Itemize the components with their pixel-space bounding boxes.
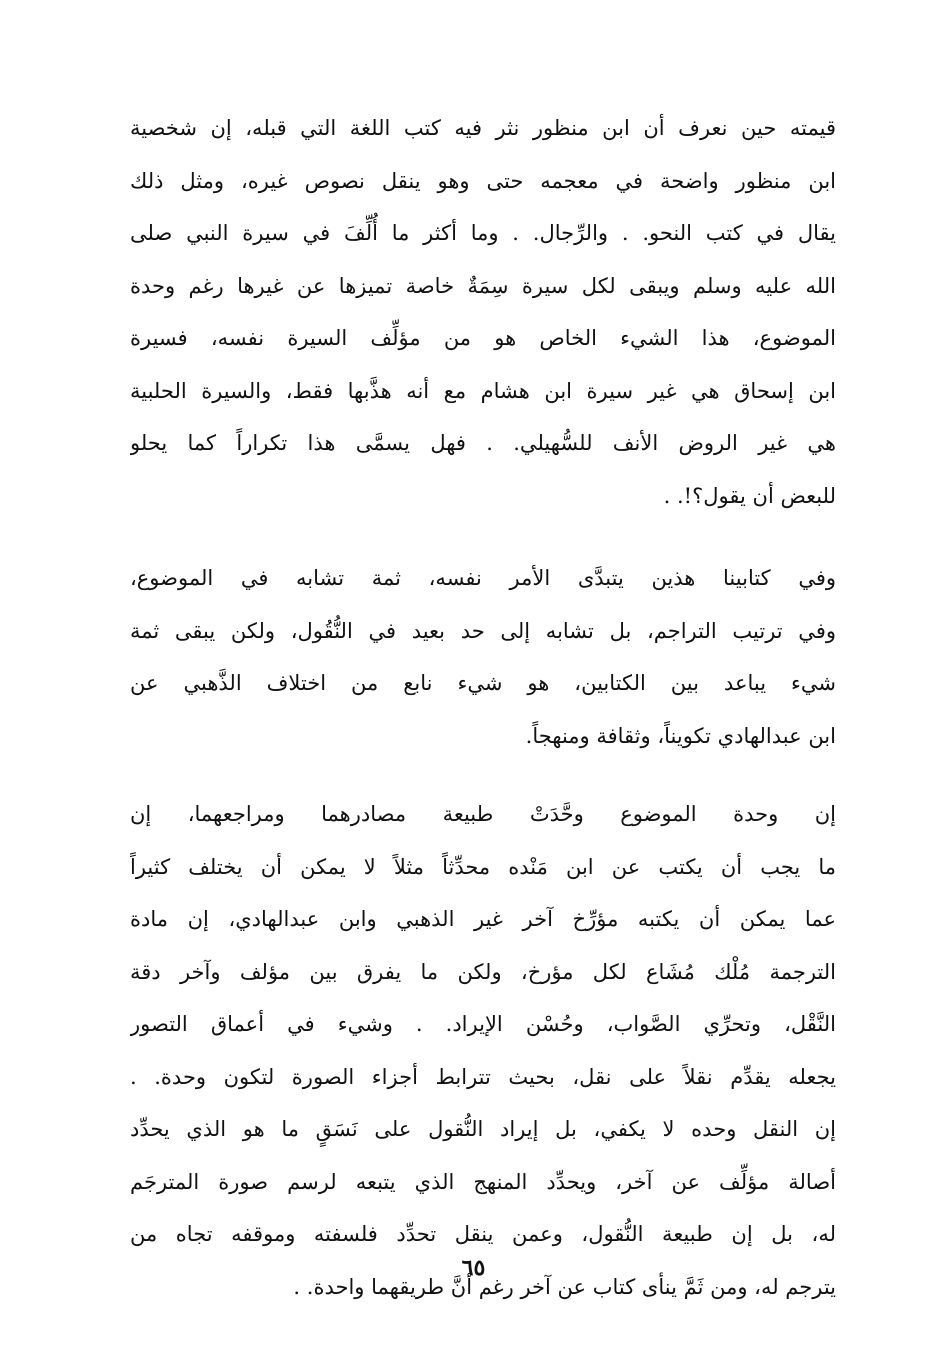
text-line: يترجم له، ومن ثَمَّ ينأى كتاب عن آخر رغم أنَّ طريقهما واحدة. . — [293, 1274, 836, 1299]
body-text — [130, 102, 836, 1313]
text-line: يجعله يقدِّم نقلاً على نقل، بحيث تترابط أجزاء الصورة لتكون وحدة. . — [130, 1064, 836, 1089]
text-line: للبعض أن يقول؟!. . — [663, 483, 836, 508]
paragraph-spacer — [130, 522, 836, 552]
text-line: النَّقْل، وتحرِّي الصَّواب، وحُسْن الإيراد. . وشيء في أعماق التصور — [130, 1012, 836, 1036]
text-line: له، بل إن طبيعة النُّقول، وعمن ينقل تحدِّد فلسفته وموقفه تجاه من — [130, 1222, 836, 1246]
paragraph-3 — [130, 788, 836, 1313]
paragraph-1 — [130, 102, 836, 522]
text-line: إن وحدة الموضوع وحَّدَتْ طبيعة مصادرهما ومراجعهما، إن — [130, 802, 836, 826]
text-line: إن النقل وحده لا يكفي، بل إيراد النُّقول على نَسَقٍ ما هو الذي يحدِّد — [130, 1117, 836, 1141]
text-line: قيمته حين نعرف أن ابن منظور نثر فيه كتب اللغة التي قبله، إن شخصية — [130, 116, 836, 140]
text-line: أصالة مؤلِّف عن آخر، ويحدِّد المنهج الذي يتبعه لرسم صورة المترجَم — [130, 1169, 836, 1194]
text-line: يقال في كتب النحو. . والرِّجال. . وما أكثر ما أُلِّفَ في سيرة النبي صلى — [130, 221, 836, 245]
text-line: وفي كتابينا هذين يتبدَّى الأمر نفسه، ثمة تشابه في الموضوع، — [130, 566, 836, 590]
text-line: شيء يباعد بين الكتابين، هو شيء نابع من اختلاف الذَّهبي عن — [130, 671, 836, 695]
paragraph-spacer — [130, 762, 836, 788]
page-number: ٦٥ — [461, 1255, 486, 1281]
text-line: ما يجب أن يكتب عن ابن مَنْده محدِّثاً مثلاً لا يمكن أن يختلف كثيراً — [130, 854, 836, 879]
text-line: عما يمكن أن يكتبه مؤرِّخ آخر غير الذهبي وابن عبدالهادي، إن مادة — [130, 907, 836, 931]
paragraph-2 — [130, 552, 836, 762]
text-line: وفي ترتيب التراجم، بل تشابه إلى حد بعيد في النُّقُول، ولكن يبقى ثمة — [130, 618, 836, 643]
text-line: الترجمة مُلْك مُشَاع لكل مؤرخ، ولكن ما يفرق بين مؤلف وآخر دقة — [130, 959, 836, 984]
text-line: ابن عبدالهادي تكويناً، وثقافة ومنهجاً. — [525, 723, 836, 748]
text-line: ابن إسحاق هي غير سيرة ابن هشام مع أنه هذَّبها فقط، والسيرة الحلبية — [130, 378, 836, 403]
text-line: الله عليه وسلم ويبقى لكل سيرة سِمَةٌ خاصة تميزها عن غيرها رغم وحدة — [130, 273, 836, 298]
text-line: الموضوع، هذا الشيء الخاص هو من مؤلِّف السيرة نفسه، فسيرة — [130, 326, 836, 350]
text-line: ابن منظور واضحة في معجمه حتى وهو ينقل نصوص غيره، ومثل ذلك — [130, 168, 836, 193]
text-line: هي غير الروض الأنف للسُّهيلي. . فهل يسمَّى هذا تكراراً كما يحلو — [130, 431, 836, 455]
